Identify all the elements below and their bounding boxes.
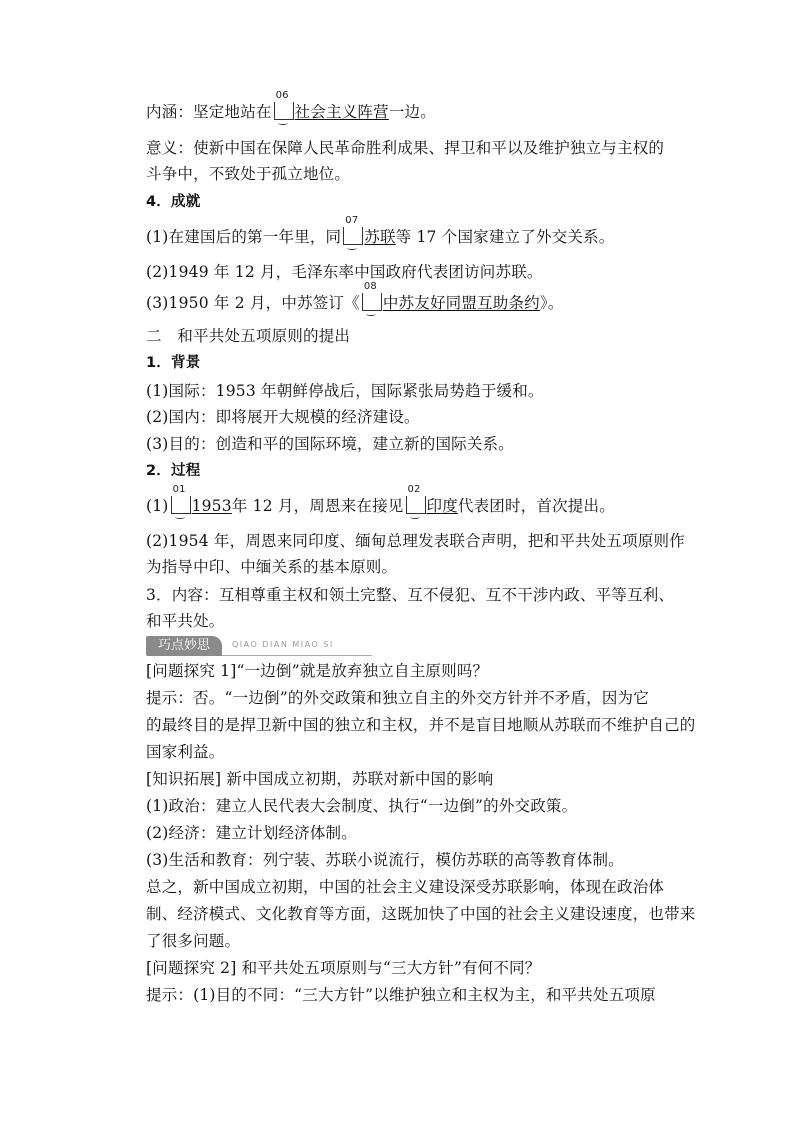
text: 年 12 月，周恩来在接见 [231,497,404,515]
line-q1-hint: 提示：否。“一边倒”的外交政策和独立自主的外交方针并不矛盾，因为它 [146,689,649,707]
line-zongzhi: 总之，新中国成立初期，中国的社会主义建设深受苏联影响，体现在政治体 [146,878,665,896]
line-zhishi: [知识拓展] 新中国成立初期，苏联对新中国的影响 [146,770,494,788]
line-chengjiu-2: (2)1949 年 12 月，毛泽东率中国政府代表团访问苏联。 [146,263,543,281]
line-q1-hint-3: 国家利益。 [146,743,225,761]
answer-blank [362,281,382,311]
blank-number: 01 [172,484,186,495]
line-zhishi-2: (2)经济：建立计划经济体制。 [146,824,357,842]
blank-number: 06 [275,90,289,101]
line-zongzhi-2: 制、经济模式、文化教育等方面，这既加快了中国的社会主义建设速度，也带来 [146,905,696,923]
answer-blank [171,484,191,514]
line-guocheng-2: (2)1954 年，周恩来同印度、缅甸总理发表联合声明，把和平共处五项原则作 [146,532,685,550]
text: 代表团时，首次提出。 [457,497,615,515]
section-heading-2: 二 和平共处五项原则的提出 [146,327,351,345]
blank-number: 02 [407,484,421,495]
line-guocheng-2-cont: 为指导中印、中缅关系的基本原则。 [146,558,398,576]
blank-number: 08 [363,281,377,292]
text: (3)1950 年 2 月，中苏签订《 [146,294,360,312]
blank-number: 07 [345,215,359,226]
answer-text: 社会主义阵营 [294,103,389,121]
line-neirong-cont: 和平共处。 [146,612,225,630]
answer-blank [406,484,426,514]
line-beijing-2: (2)国内：即将展开大规模的经济建设。 [146,408,420,426]
line-beijing-3: (3)目的：创造和平的国际环境，建立新的国际关系。 [146,435,514,453]
line-q2-hint: 提示：(1)目的不同：“三大方针”以维护独立和主权为主，和平共处五项原 [146,986,656,1004]
banner-rule [222,655,372,656]
answer-blank [343,215,363,245]
text: (1) [146,497,169,515]
answer-text: 印度 [426,497,458,515]
text: 一边。 [388,103,436,121]
answer-blank [274,90,294,120]
heading-beijing: 1．背景 [146,355,201,371]
line-neirong: 3．内容：互相尊重主权和领土完整、互不侵犯、互不干涉内政、平等互利、 [146,586,675,604]
line-zhishi-3: (3)生活和教育：列宁装、苏联小说流行，模仿苏联的高等教育体制。 [146,851,624,869]
line-zhishi-1: (1)政治：建立人民代表大会制度、执行“一边倒”的外交政策。 [146,797,578,815]
banner-subtitle: QIAO DIAN MIAO SI [232,640,334,649]
text: 等 17 个国家建立了外交关系。 [395,228,615,246]
text: 内涵：坚定地站在 [146,103,272,121]
line-q1: [问题探究 1]“一边倒”就是放弃独立自主原则吗？ [146,662,489,680]
banner-tag: 巧点妙思 [146,636,222,656]
line-neihan [146,90,436,122]
line-chengjiu-3 [146,281,564,313]
line-beijing-1: (1)国际：1953 年朝鲜停战后，国际紧张局势趋于缓和。 [146,382,544,400]
heading-chengjiu: 4．成就 [146,194,201,210]
line-q2: [问题探究 2] 和平共处五项原则与“三大方针”有何不同？ [146,959,541,977]
heading-guocheng: 2．过程 [146,463,201,479]
answer-text: 1953 [191,497,232,515]
line-yiyi: 意义：使新中国在保障人民革命胜利成果、捍卫和平以及维护独立与主权的 [146,139,665,157]
line-yiyi-cont: 斗争中，不致处于孤立地位。 [146,165,351,183]
line-chengjiu-1 [146,215,615,247]
text: 》。 [539,294,564,312]
line-guocheng-1 [146,484,615,516]
line-q1-hint-2: 的最终目的是捍卫新中国的独立和主权，并不是盲目地顺从苏联而不维护自己的 [146,716,696,734]
text: (1)在建国后的第一年里，同 [146,228,342,246]
answer-text: 中苏友好同盟互助条约 [382,294,540,312]
qiaodian-banner [146,636,372,656]
answer-text: 苏联 [364,228,396,246]
line-zongzhi-3: 了很多问题。 [146,932,241,950]
